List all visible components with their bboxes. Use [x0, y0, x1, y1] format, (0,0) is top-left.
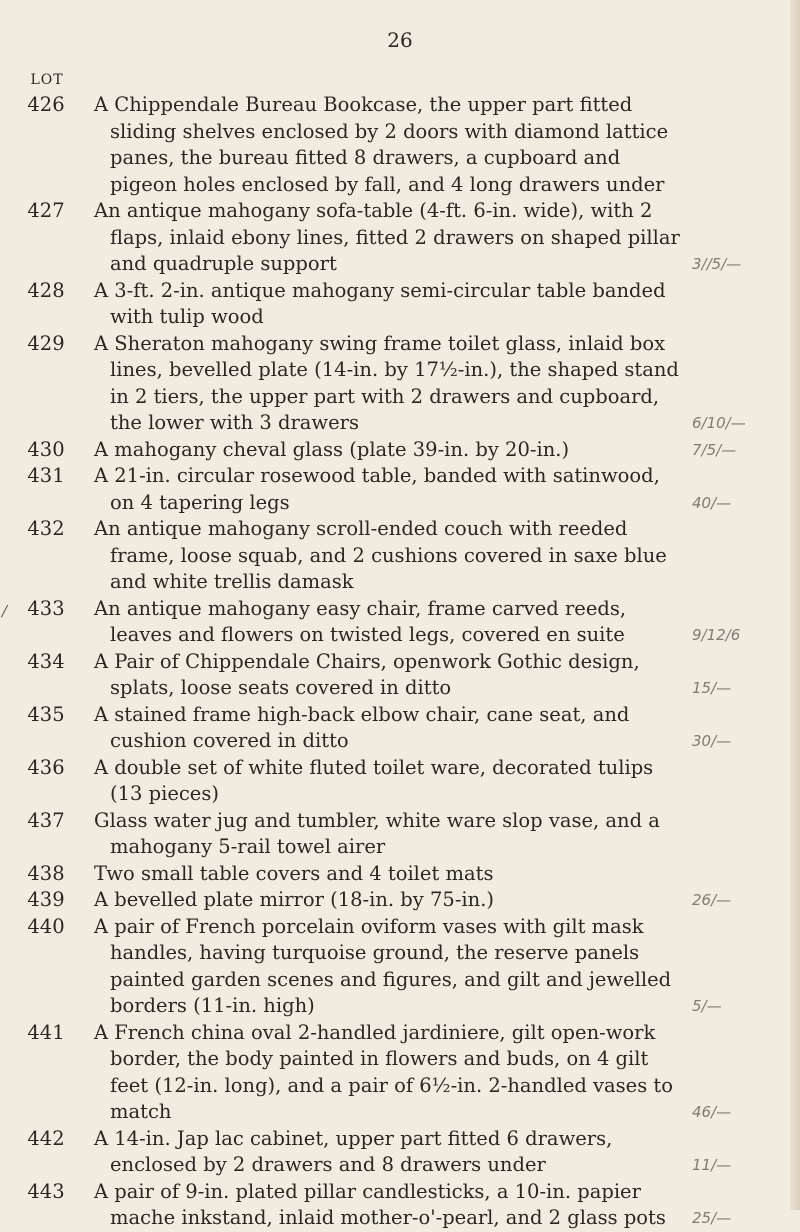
lot-description: A 14-in. Jap lac cabinet, upper part fitted 6 drawers, enclosed by 2 drawers and 8 drawers under [94, 1126, 613, 1176]
lot-number: 434 [27, 649, 65, 673]
lot-number: 439 [27, 888, 65, 911]
lot-description: A Sheraton mahogany swing frame toilet glass, inlaid box lines, bevelled plate (14-in. by 17½-in.), the shaped stand in 2 tiers, the upper part with 2 drawers and cupboard, the lower with 3 drawers [94, 331, 679, 434]
lot-description: A double set of white fluted toilet ware, decorated tulips (13 pieces) [94, 755, 654, 805]
handwritten-price: 40/— [692, 493, 732, 512]
lot-entry [0, 198, 800, 278]
handwritten-price: 6/10/— [692, 414, 746, 432]
lot-number: 427 [27, 199, 65, 222]
handwritten-price: 46/— [692, 1103, 732, 1121]
lot-entry [0, 331, 800, 437]
lot-entry [0, 437, 800, 464]
handwritten-price: 25/— [692, 1209, 732, 1227]
lot-description: An antique mahogany sofa-table (4-ft. 6-in. wide), with 2 flaps, inlaid ebony lines, fitted 2 drawers on shaped pillar and quadruple support [94, 199, 680, 275]
lot-number: 428 [27, 278, 65, 302]
lot-entry [0, 463, 800, 516]
lot-description: A pair of 9-in. plated pillar candlesticks, a 10-in. papier mache inkstand, inlaid mother-o'-pearl, and 2 glass pots [94, 1179, 666, 1229]
lot-number: 436 [27, 755, 65, 779]
lot-number: 442 [27, 1126, 65, 1150]
lot-entry [0, 755, 800, 808]
lot-entry [0, 914, 800, 1020]
handwritten-price: 3//5/— [692, 255, 742, 273]
lot-description: A pair of French porcelain oviform vases with gilt mask handles, having turquoise ground, the reserve panels painted garden scenes and figures, and gilt and jewelled borders (11-in. high) [94, 914, 672, 1017]
lot-number: 430 [27, 437, 65, 461]
lot-description: A 21-in. circular rosewood table, banded with satinwood, on 4 tapering legs [94, 464, 660, 514]
lot-description: A 3-ft. 2-in. antique mahogany semi-circular table banded with tulip wood [94, 278, 666, 328]
handwritten-price: 11/— [692, 1156, 732, 1174]
handwritten-price: 15/— [692, 679, 732, 697]
handwritten-price: 9/12/6 [692, 626, 741, 644]
lot-entry [0, 861, 800, 888]
lot-entry [0, 702, 800, 755]
lot-number: 426 [27, 93, 65, 116]
lot-description: A French china oval 2-handled jardiniere, gilt open-work border, the body painted in flowers and buds, on 4 gilt feet (12-in. long), and a pair of 6½-in. 2-handled vases to match [94, 1020, 674, 1123]
lot-column-header: LOT [30, 72, 64, 88]
lot-description: An antique mahogany easy chair, frame carved reeds, leaves and flowers on twisted legs, covered en suite [94, 596, 627, 646]
lot-description: A mahogany cheval glass (plate 39-in. by 20-in.) [94, 437, 570, 461]
handwritten-price: 7/5/— [692, 440, 737, 459]
lot-entry [0, 1020, 800, 1126]
lot-entry [0, 649, 800, 702]
lot-number: 431 [27, 464, 65, 487]
lot-number: 441 [27, 1020, 65, 1044]
lot-number: 443 [27, 1179, 65, 1203]
lot-description: A bevelled plate mirror (18-in. by 75-in.) [94, 888, 495, 911]
lot-description: Glass water jug and tumbler, white ware slop vase, and a mahogany 5-rail towel airer [94, 808, 660, 858]
handwritten-price: 5/— [692, 997, 722, 1015]
lot-entry [0, 278, 800, 331]
lot-number: 440 [27, 914, 65, 938]
handwritten-price: 30/— [692, 732, 732, 750]
lot-number: 433 [27, 596, 65, 620]
lot-number: 432 [27, 517, 65, 540]
lot-description: An antique mahogany scroll-ended couch with reeded frame, loose squab, and 2 cushions covered in saxe blue and white trellis damask [94, 517, 667, 593]
lot-number: 429 [27, 331, 65, 355]
lot-entry [0, 1126, 800, 1179]
lot-number: 435 [27, 702, 65, 726]
lot-list [0, 92, 800, 1232]
lot-description: A Pair of Chippendale Chairs, openwork Gothic design, splats, loose seats covered in ditto [94, 649, 640, 699]
lot-entry [0, 887, 800, 914]
lot-description: A Chippendale Bureau Bookcase, the upper part fitted sliding shelves enclosed by 2 doors with diamond lattice panes, the bureau fitted 8 drawers, a cupboard and pigeon holes enclosed by fall, and 4 long drawers under [94, 93, 669, 196]
lot-number: 438 [27, 861, 65, 885]
lot-description: A stained frame high-back elbow chair, cane seat, and cushion covered in ditto [94, 702, 630, 752]
margin-tick-mark: / [2, 601, 8, 620]
lot-description: Two small table covers and 4 toilet mats [94, 861, 494, 885]
lot-entry [0, 1179, 800, 1232]
lot-entry [0, 808, 800, 861]
page-number: 26 [387, 28, 413, 52]
lot-number: 437 [27, 808, 65, 832]
lot-entry [0, 516, 800, 596]
handwritten-price: 26/— [692, 891, 732, 909]
lot-entry [0, 92, 800, 198]
lot-entry [0, 596, 800, 649]
